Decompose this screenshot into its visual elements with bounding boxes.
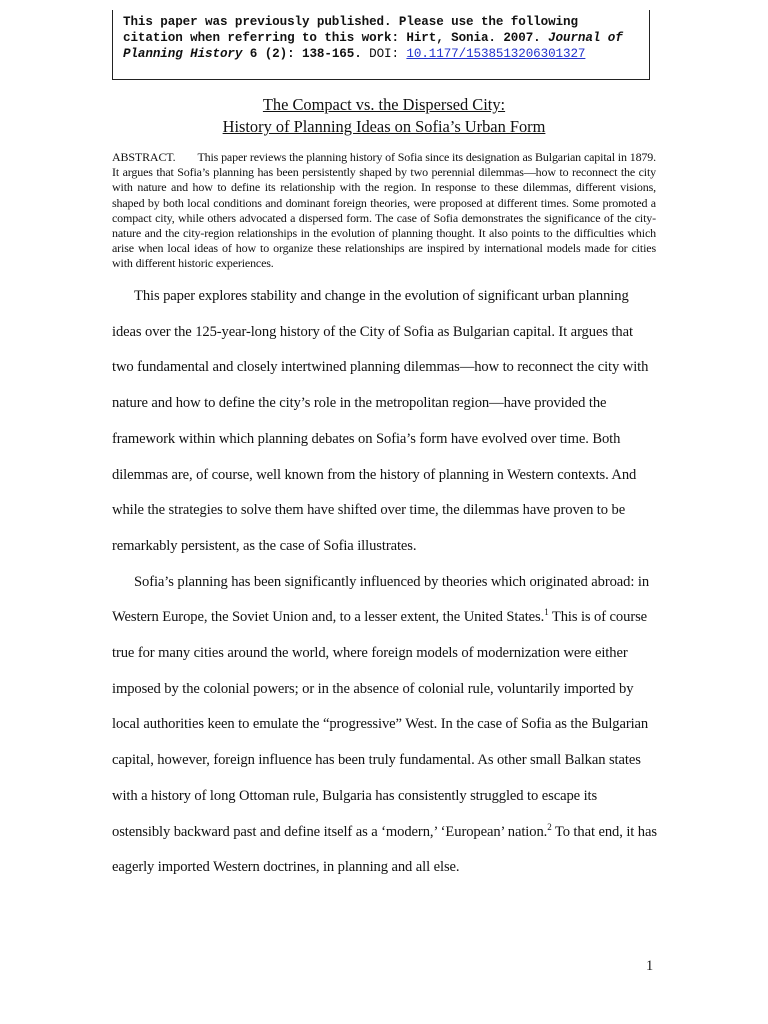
- citation-details: 6 (2): 138-165.: [242, 47, 362, 61]
- citation-line-2: [123, 30, 649, 46]
- citation-author-year: citation when referring to this work: Hirt, Sonia. 2007.: [123, 31, 541, 45]
- citation-line-3: [123, 46, 649, 62]
- paragraph-2-part-b: This is of course true for many cities around the world, where foreign models of modernization were either imposed by the colonial powers; or in the absence of colonial rule, voluntarily imported by local authorities keen to emulate the “progressive” West. In the case of Sofia as the Bulgarian capital, however, foreign influence has been truly fundamental. As other small Balkan states with a history of long Ottoman rule, Bulgaria has consistently struggled to escape its ostensibly backward past and define itself as a ‘modern,’ ‘European’ nation.: [112, 609, 649, 840]
- paragraph-2-part-a: Sofia’s planning has been significantly influenced by theories which originated abroad: in Western Europe, the Soviet Union and, to a lesser extent, the United States.: [112, 573, 650, 626]
- abstract: [112, 150, 656, 272]
- citation-journal-part-1: Journal of: [548, 31, 623, 45]
- paper-title-line-2: History of Planning Ideas on Sofia’s Urban Form: [222, 117, 546, 136]
- doi-link[interactable]: 10.1177/1538513206301327: [406, 47, 586, 61]
- footnote-ref-2[interactable]: 2: [547, 821, 552, 832]
- body-text: [112, 279, 658, 886]
- paper-title-line-1: The Compact vs. the Dispersed City:: [262, 95, 506, 114]
- citation-line-1: This paper was previously published. Please use the following: [123, 15, 578, 29]
- abstract-text: This paper reviews the planning history of Sofia since its designation as Bulgarian capital in 1879. It argues that Sofia’s planning has been persistently shaped by two perennial dilemmas—how to reconnect the city with nature and how to define its relationship with the region. In response to these dilemmas, different visions, shaped by both local conditions and dominant foreign theories, were proposed at different times. Some promoted a compact city, while others advocated a dispersed form. The case of Sofia demonstrates the significance of the city-nature and the city-region relationships in the evolution of planning thought. It also points to the difficulties which arise when local ideas of how to organize these relationships are inspired by international models made for cities with different historic experiences.: [112, 150, 656, 271]
- paragraph-1: This paper explores stability and change in the evolution of significant urban planning ideas over the 125-year-long history of the City of Sofia as Bulgarian capital. It argues that two fundamental and closely intertwined planning dilemmas—how to reconnect the city with nature and how to define the city’s role in the metropolitan region—have provided the framework within which planning debates on Sofia’s form have evolved over time. Both dilemmas are, of course, well known from the history of planning in Western contexts. And while the strategies to solve them have shifted over time, the dilemmas have proven to be remarkably persistent, as the case of Sofia illustrates.: [112, 288, 649, 554]
- footnote-ref-1[interactable]: 1: [544, 607, 549, 618]
- paragraph-2-part-c: To that end, it has eagerly imported Western doctrines, in planning and all else.: [112, 823, 657, 876]
- paragraph-2: [112, 565, 658, 886]
- doi-label: DOI:: [361, 47, 407, 61]
- citation-journal-part-2: Planning History: [123, 47, 243, 61]
- citation-box: [112, 10, 650, 80]
- abstract-label: ABSTRACT.: [112, 150, 176, 164]
- page-number: 1: [646, 958, 654, 974]
